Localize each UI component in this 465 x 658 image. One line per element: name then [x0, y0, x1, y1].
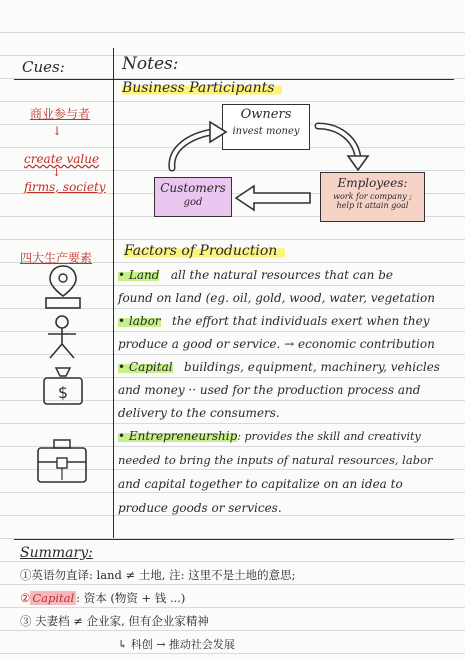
summary-line-3: ③ 夫妻档 ≠ 企业家, 但有企业家精神: [20, 614, 209, 628]
cue-column-divider: [113, 48, 114, 538]
factors-title: Factors of Production: [124, 243, 285, 259]
factor-line-2: found on land (eg. oil, gold, wood, water, vegetation: [118, 291, 435, 305]
briefcase-icon: [34, 436, 90, 488]
summary-line-2: [20, 590, 185, 606]
factor-line-7: delivery to the consumers.: [118, 406, 280, 420]
cue-four-factors: 四大生产要素: [20, 251, 93, 265]
factor-line-6: and money ·· used for the production process and: [118, 383, 421, 397]
summary-title: Summary:: [20, 545, 93, 561]
summary-line-2-rest: : 资本 (物资 + 钱 ...): [76, 591, 186, 605]
factor-line-5: • Capital buildings, equipment, machinery, vehicles: [118, 360, 440, 374]
summary-line-2-number: ②: [20, 591, 31, 605]
flow-arrows: [150, 100, 410, 220]
factor-line-11: produce goods or services.: [118, 501, 282, 515]
factor-line-8: • Entrepreneurship: provides the skill and creativity: [118, 429, 421, 443]
summary-divider: [14, 539, 454, 540]
factor-line-4: produce a good or service. → economic contribution: [118, 337, 435, 351]
summary-line-4: ↳ 科创 → 推动社会发展: [118, 638, 235, 651]
cue-arrow-down: ↓: [52, 124, 63, 138]
owners-subtitle: invest money: [232, 126, 300, 137]
employees-title: Employees:: [337, 176, 408, 190]
notes-header: Notes:: [122, 54, 179, 74]
cues-header: Cues:: [22, 58, 65, 76]
cue-firms-society: firms, society: [24, 180, 106, 194]
person-icon: [40, 314, 84, 360]
cue-business-participants: 商业参与者: [30, 107, 91, 121]
summary-capital-highlight: Capital: [32, 591, 75, 605]
factor-line-1: • Land all the natural resources that can be: [118, 268, 393, 282]
svg-text:$: $: [57, 383, 69, 402]
factor-line-10: and capital together to capitalize on an idea to: [118, 477, 403, 491]
factor-line-3: • labor the effort that individuals exert when they: [118, 314, 430, 328]
owners-title: Owners: [240, 107, 292, 122]
money-bag-icon: [38, 364, 88, 408]
employees-subtitle-2: help it attain goal: [336, 201, 409, 210]
employees-subtitle-1: work for company ;: [333, 192, 412, 201]
summary-line-1: ①英语勿直译: land ≠ 土地, 注: 这里不是土地的意思;: [20, 568, 296, 582]
customers-title: Customers: [160, 181, 226, 195]
cue-create-value: create value: [24, 152, 100, 166]
customers-subtitle: god: [183, 197, 203, 208]
business-participants-title: Business Participants: [122, 80, 282, 96]
map-pin-icon: [38, 262, 88, 312]
factor-line-9: needed to bring the inputs of natural resources, labor: [118, 453, 433, 467]
bullet-land: • Land: [118, 268, 160, 282]
cue-arrow-down-2: ↓: [52, 166, 62, 179]
